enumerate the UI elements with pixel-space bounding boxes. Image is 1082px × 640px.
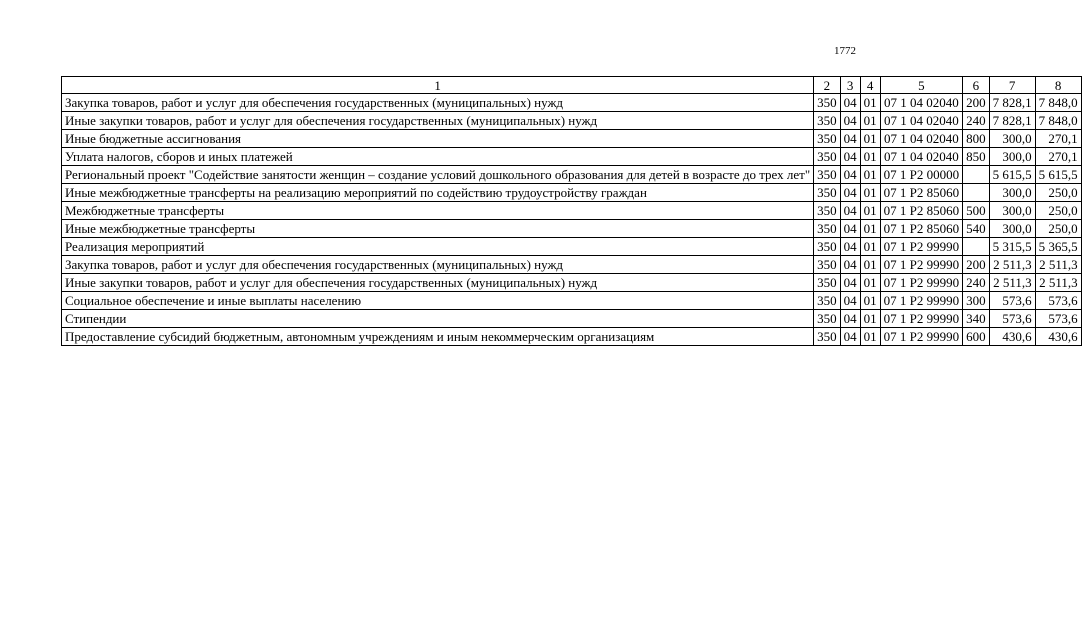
table-row (62, 184, 1082, 202)
amount-col-8: 270,1 (1035, 130, 1081, 148)
section-code: 04 (840, 328, 860, 346)
amount-col-7: 7 828,1 (989, 112, 1035, 130)
expense-type-code: 540 (963, 220, 990, 238)
subsection-code: 01 (860, 166, 880, 184)
amount-col-7: 2 511,3 (989, 256, 1035, 274)
subsection-code: 01 (860, 130, 880, 148)
target-article-code: 07 1 P2 85060 (880, 202, 962, 220)
target-article-code: 07 1 P2 99990 (880, 238, 962, 256)
expense-type-code: 800 (963, 130, 990, 148)
row-name: Иные закупки товаров, работ и услуг для обеспечения государственных (муниципальных) нужд (62, 274, 814, 292)
target-article-code: 07 1 P2 99990 (880, 274, 962, 292)
subsection-code: 01 (860, 292, 880, 310)
amount-col-7: 300,0 (989, 148, 1035, 166)
amount-col-7: 300,0 (989, 130, 1035, 148)
section-code: 04 (840, 274, 860, 292)
amount-col-8: 270,1 (1035, 148, 1081, 166)
expense-type-code: 240 (963, 112, 990, 130)
budget-table (61, 76, 1082, 346)
header-cell-8: 8 (1035, 77, 1081, 94)
expense-type-code: 340 (963, 310, 990, 328)
header-cell-1: 1 (62, 77, 814, 94)
subsection-code: 01 (860, 274, 880, 292)
amount-col-7: 7 828,1 (989, 94, 1035, 112)
ministry-code: 350 (814, 310, 841, 328)
row-name: Социальное обеспечение и иные выплаты населению (62, 292, 814, 310)
row-name: Предоставление субсидий бюджетным, автономным учреждениям и иным некоммерческим организациям (62, 328, 814, 346)
target-article-code: 07 1 04 02040 (880, 112, 962, 130)
amount-col-8: 250,0 (1035, 220, 1081, 238)
amount-col-7: 573,6 (989, 310, 1035, 328)
amount-col-8: 573,6 (1035, 292, 1081, 310)
table-row (62, 166, 1082, 184)
table-row (62, 292, 1082, 310)
header-cell-7: 7 (989, 77, 1035, 94)
amount-col-7: 2 511,3 (989, 274, 1035, 292)
subsection-code: 01 (860, 112, 880, 130)
target-article-code: 07 1 P2 99990 (880, 328, 962, 346)
section-code: 04 (840, 310, 860, 328)
table-row (62, 310, 1082, 328)
section-code: 04 (840, 184, 860, 202)
row-name: Иные бюджетные ассигнования (62, 130, 814, 148)
amount-col-7: 5 315,5 (989, 238, 1035, 256)
amount-col-8: 250,0 (1035, 184, 1081, 202)
ministry-code: 350 (814, 328, 841, 346)
amount-col-7: 300,0 (989, 220, 1035, 238)
row-name: Иные межбюджетные трансферты (62, 220, 814, 238)
target-article-code: 07 1 04 02040 (880, 148, 962, 166)
target-article-code: 07 1 P2 99990 (880, 256, 962, 274)
section-code: 04 (840, 148, 860, 166)
header-cell-5: 5 (880, 77, 962, 94)
subsection-code: 01 (860, 148, 880, 166)
header-cell-3: 3 (840, 77, 860, 94)
amount-col-8: 250,0 (1035, 202, 1081, 220)
table-row (62, 202, 1082, 220)
expense-type-code: 850 (963, 148, 990, 166)
section-code: 04 (840, 130, 860, 148)
row-name: Региональный проект "Содействие занятости женщин – создание условий дошкольного образования для детей в возрасте до трех лет" (62, 166, 814, 184)
expense-type-code: 200 (963, 94, 990, 112)
ministry-code: 350 (814, 238, 841, 256)
table-header (62, 77, 1082, 94)
subsection-code: 01 (860, 202, 880, 220)
expense-type-code (963, 184, 990, 202)
subsection-code: 01 (860, 220, 880, 238)
subsection-code: 01 (860, 184, 880, 202)
ministry-code: 350 (814, 130, 841, 148)
amount-col-7: 430,6 (989, 328, 1035, 346)
table-body (62, 94, 1082, 346)
table-row (62, 130, 1082, 148)
section-code: 04 (840, 166, 860, 184)
row-name: Закупка товаров, работ и услуг для обеспечения государственных (муниципальных) нужд (62, 94, 814, 112)
subsection-code: 01 (860, 310, 880, 328)
expense-type-code: 300 (963, 292, 990, 310)
expense-type-code: 600 (963, 328, 990, 346)
section-code: 04 (840, 238, 860, 256)
expense-type-code (963, 238, 990, 256)
amount-col-8: 2 511,3 (1035, 256, 1081, 274)
header-cell-2: 2 (814, 77, 841, 94)
ministry-code: 350 (814, 184, 841, 202)
row-name: Реализация мероприятий (62, 238, 814, 256)
page-number: 1772 (834, 45, 856, 57)
amount-col-8: 2 511,3 (1035, 274, 1081, 292)
subsection-code: 01 (860, 328, 880, 346)
ministry-code: 350 (814, 274, 841, 292)
ministry-code: 350 (814, 220, 841, 238)
table-row (62, 256, 1082, 274)
table-row (62, 220, 1082, 238)
section-code: 04 (840, 94, 860, 112)
expense-type-code: 500 (963, 202, 990, 220)
amount-col-7: 5 615,5 (989, 166, 1035, 184)
subsection-code: 01 (860, 256, 880, 274)
header-row (62, 77, 1082, 94)
section-code: 04 (840, 202, 860, 220)
target-article-code: 07 1 P2 99990 (880, 292, 962, 310)
ministry-code: 350 (814, 292, 841, 310)
table-row (62, 328, 1082, 346)
target-article-code: 07 1 P2 85060 (880, 184, 962, 202)
subsection-code: 01 (860, 238, 880, 256)
table-row (62, 148, 1082, 166)
row-name: Стипендии (62, 310, 814, 328)
amount-col-8: 5 615,5 (1035, 166, 1081, 184)
amount-col-8: 5 365,5 (1035, 238, 1081, 256)
expense-type-code (963, 166, 990, 184)
target-article-code: 07 1 P2 99990 (880, 310, 962, 328)
subsection-code: 01 (860, 94, 880, 112)
row-name: Закупка товаров, работ и услуг для обеспечения государственных (муниципальных) нужд (62, 256, 814, 274)
amount-col-8: 573,6 (1035, 310, 1081, 328)
amount-col-7: 300,0 (989, 184, 1035, 202)
amount-col-7: 573,6 (989, 292, 1035, 310)
row-name: Иные закупки товаров, работ и услуг для обеспечения государственных (муниципальных) нужд (62, 112, 814, 130)
table-row (62, 238, 1082, 256)
row-name: Межбюджетные трансферты (62, 202, 814, 220)
target-article-code: 07 1 P2 85060 (880, 220, 962, 238)
expense-type-code: 240 (963, 274, 990, 292)
table-row (62, 112, 1082, 130)
amount-col-8: 7 848,0 (1035, 94, 1081, 112)
ministry-code: 350 (814, 148, 841, 166)
row-name: Уплата налогов, сборов и иных платежей (62, 148, 814, 166)
section-code: 04 (840, 256, 860, 274)
amount-col-8: 430,6 (1035, 328, 1081, 346)
row-name: Иные межбюджетные трансферты на реализацию мероприятий по содействию трудоустройству граждан (62, 184, 814, 202)
target-article-code: 07 1 P2 00000 (880, 166, 962, 184)
amount-col-8: 7 848,0 (1035, 112, 1081, 130)
ministry-code: 350 (814, 94, 841, 112)
ministry-code: 350 (814, 166, 841, 184)
amount-col-7: 300,0 (989, 202, 1035, 220)
ministry-code: 350 (814, 112, 841, 130)
target-article-code: 07 1 04 02040 (880, 94, 962, 112)
ministry-code: 350 (814, 202, 841, 220)
section-code: 04 (840, 112, 860, 130)
expense-type-code: 200 (963, 256, 990, 274)
table-row (62, 274, 1082, 292)
section-code: 04 (840, 220, 860, 238)
table-row (62, 94, 1082, 112)
target-article-code: 07 1 04 02040 (880, 130, 962, 148)
ministry-code: 350 (814, 256, 841, 274)
section-code: 04 (840, 292, 860, 310)
header-cell-6: 6 (963, 77, 990, 94)
header-cell-4: 4 (860, 77, 880, 94)
